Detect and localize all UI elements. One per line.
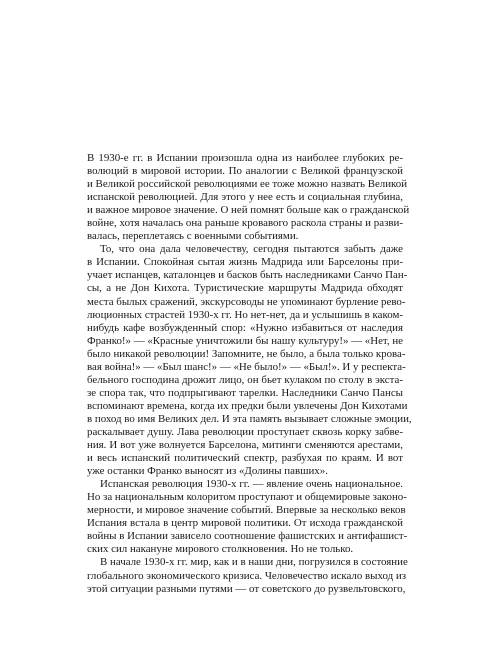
text-line: Испания встала в центр мировой политики. От исхода гражданской: [87, 517, 403, 530]
text-line: и важное мировое значение. О ней помнят больше как о гражданской: [87, 204, 410, 217]
text-line: войны в Испании зависело соотношение фашистских и антифашист-: [87, 530, 408, 543]
text-line: валась, переплетаясь с военными событиями.: [87, 230, 299, 243]
text-line: этой ситуации разными путями — от советского до рузвельтовского,: [87, 582, 406, 595]
text-line: в поход во имя Великих дел. И эта память вызывает сложные эмоции,: [87, 412, 412, 425]
text-line: люционных страстей 1930-х гг. Но нет-нет, да и услышишь в каком-: [87, 308, 403, 321]
page-body: [87, 152, 412, 596]
text-line: глобального экономического кризиса. Человечество искало выход из: [87, 569, 407, 582]
text-line: бельного господина дрожит лицо, он бьет кулаком по столу в экста-: [87, 373, 403, 386]
text-line: ния. И вот уже волнуется Барселона, митинги сменяются арестами,: [87, 439, 403, 452]
text-line: нибудь кафе возбужденный спор: «Нужно избавиться от наследия: [87, 321, 403, 334]
text-line: В 1930-е гг. в Испании произошла одна из наиболее глубоких ре-: [87, 152, 403, 164]
paragraph-1: [87, 152, 410, 243]
text-line: вая война!» — «Был шанс!» — «Не было!» — «Был!». И у респекта-: [87, 360, 406, 373]
text-line: сы, а не Дон Кихота. Туристические маршруты Мадрида обходят: [87, 282, 403, 295]
text-line: То, что она дала человечеству, сегодня пытаются забыть даже: [100, 243, 403, 256]
text-line: мерности, и мировое значение событий. Впервые за несколько веков: [87, 504, 406, 517]
text-line: раскалывает душу. Лава революции проступает сквозь корку забве-: [87, 425, 403, 438]
text-line: Но за национальным колоритом проступают и общемировые законо-: [87, 491, 407, 504]
text-line: Испанская революция 1930-х гг. — явление очень национальное.: [100, 478, 403, 491]
text-line: было никакой революции! Запомните, не было, а была только крова-: [87, 347, 406, 360]
paragraph-4: [87, 556, 408, 595]
text-line: В начале 1930-х гг. мир, как и в наши дни, погрузился в состояние: [100, 556, 408, 569]
text-line: в Испании. Спокойная сытая жизнь Мадрида или Барселоны при-: [87, 256, 403, 269]
text-line: зе спора так, что подпрыгивают тарелки. Наследники Санчо Пансы: [87, 386, 403, 399]
text-line: испанской революцией. Для этого у нее есть и социальная глубина,: [87, 191, 403, 204]
text-line: вспоминают времена, когда их предки были увлечены Дон Кихотами: [87, 399, 408, 412]
text-line: войне, хотя началась она раньше кровавого раскола страны и разви-: [87, 217, 403, 230]
text-line: Франко!» — «Красные уничтожили бы нашу культуру!» — «Нет, не: [87, 334, 403, 347]
text-line: волюций в мировой истории. По аналогии с Великой французской: [87, 165, 403, 178]
text-line: уже останки Франко выносят из «Долины павших».: [87, 465, 328, 478]
text-line: ских сил накануне мирового столкновения. Но не только.: [87, 543, 354, 556]
text-line: места былых сражений, экскурсоводы не упоминают бурление рево-: [87, 295, 406, 308]
paragraph-3: [87, 478, 408, 556]
text-line: учает испанцев, каталонцев и басков быть наследниками Санчо Пан-: [87, 269, 408, 282]
text-line: и весь испанский политический спектр, разбухая по краям. И вот: [87, 452, 403, 465]
paragraph-2: [87, 243, 412, 478]
text-line: и Великой российской революциями ее тоже можно назвать Великой: [87, 178, 408, 191]
